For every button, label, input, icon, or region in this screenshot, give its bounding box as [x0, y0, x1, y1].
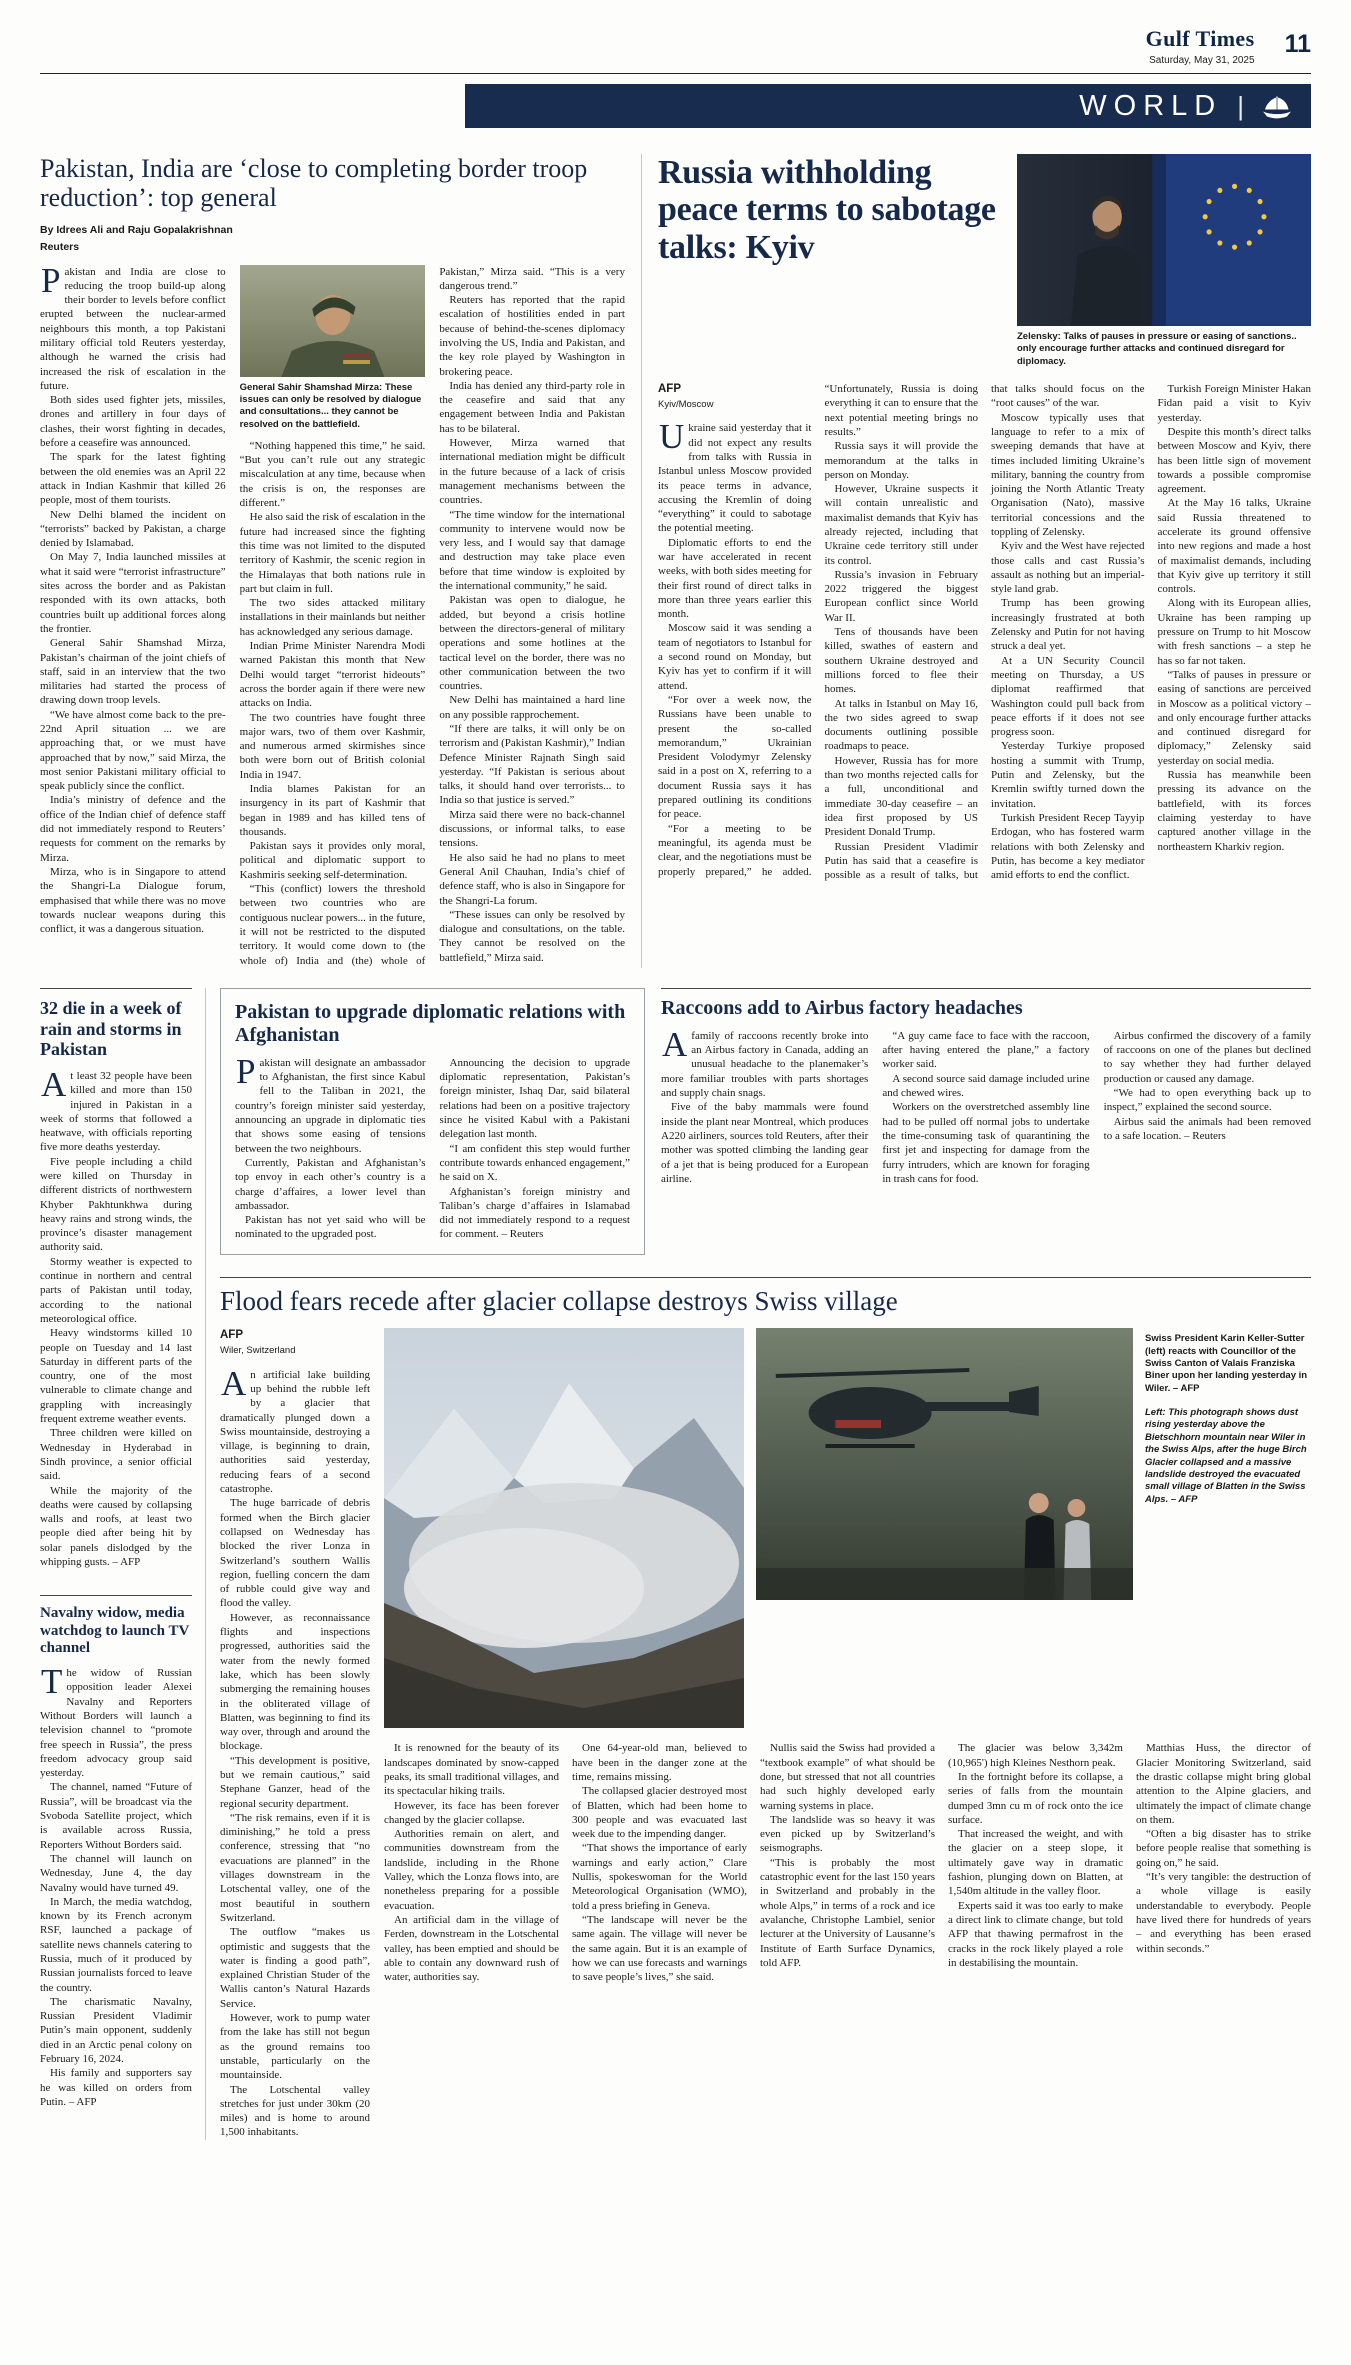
body-paragraph: Both sides used fighter jets, missiles, drones and artillery in four days of clashes, their worst fighting in decades, before a ceasefire was announced.: [40, 394, 226, 450]
body-paragraph: New Delhi has maintained a hard line on any possible rapprochement.: [439, 694, 625, 721]
article-headline: Raccoons add to Airbus factory headaches: [661, 996, 1023, 1019]
body-paragraph: His family and supporters say he was killed on orders from Putin. – AFP: [40, 2067, 192, 2108]
article-headline: Flood fears recede after glacier collapse destroys Swiss village: [220, 1285, 898, 1316]
body-paragraph: At a UN Security Council meeting on Thursday, a US diplomat reaffirmed that Washington could pull back from peace efforts if it does not see progress soon.: [991, 654, 1145, 739]
masthead: [40, 26, 1311, 74]
body-paragraph: In the fortnight before its collapse, a series of falls from the mountain dumped 3mn cu m of rock onto the ice surface.: [948, 1771, 1123, 1826]
body-paragraph: The Lotschental valley stretches for just under 30km (20 miles) and is home to around 1,500 inhabitants.: [220, 2083, 370, 2139]
agency-name: AFP: [658, 383, 681, 396]
body-paragraph: Matthias Huss, the director of Glacier Monitoring Switzerland, said the drastic collapse might bring global attention to the Alpine glaciers, and ultimately the impact of climate change on them.: [1136, 1742, 1311, 1826]
body-paragraph: However, Ukraine suspects it will contain unrealistic and maximalist demands that Kyiv has already rejected, including that Ukraine cede territory still under its control.: [824, 483, 978, 567]
byline-agency: Reuters: [40, 240, 80, 253]
left-rail: [40, 988, 206, 2140]
body-paragraphs: [235, 1051, 630, 1242]
body-paragraphs: [40, 260, 226, 937]
body-paragraph: “Talks of pauses in pressure or easing of sanctions are perceived in Moscow as a political victory – and only encourage further attacks and continued disregard for diplomacy,” Zelensky said yesterday on social media.: [1157, 668, 1311, 767]
article-body: [40, 1064, 192, 1569]
body-paragraph: “This (conflict) lowers the threshold between two countries who are contiguous nuclear powers... in the future, it will not be restricted to the disputed territory. It would come down to (the whole of) India and (the) whole of Pakistan,” Mirza said. “This is a very dangerous trend.”: [239, 265, 625, 967]
byline: [40, 224, 240, 254]
body-paragraph: Ukraine said yesterday that it did not expect any results from talks with Russia in Istanbul unless Moscow provided its peace terms in advance, accusing the Kremlin of doing “everything” it could to sabotage the potential meeting.: [658, 417, 812, 535]
body-paragraph: India blames Pakistan for an insurgency in its part of Kashmir that began in 1989 and has killed tens of thousands.: [239, 783, 426, 838]
page-content: [40, 128, 1311, 2140]
body-paragraph: However, as reconnaissance flights and inspections progressed, authorities said the water from the newly formed lake, which has been slowly submerging the remaining houses in the obliterated village of Blatten, was beginning to find its way over, through and around the blockage.: [220, 1611, 370, 1753]
byline-authors: By Idrees Ali and Raju Gopalakrishnan: [40, 224, 233, 237]
article-body: [40, 1662, 192, 2109]
body-paragraph: Moscow typically uses that language to refer to a mix of sweeping demands that have at times included limiting Ukraine’s military, banning the country from joining the North Atlantic Treaty Organisation (Nato), massive territorial concessions and the toppling of Zelensky.: [991, 411, 1145, 538]
body-paragraph: Pakistan says it provides only moral, political and diplomatic support to Kashmiris seeking self-determination.: [239, 840, 426, 881]
body-paragraph: Experts said it was too early to make a direct link to climate change, but told AFP that thawing permafrost in the cracks in the rock likely played a role in destabilising the mountain.: [948, 1899, 1123, 1969]
article-headline: 32 die in a week of rain and storms in Pakistan: [40, 997, 182, 1060]
body-paragraph: Despite this month’s direct talks between Moscow and Kyiv, there has been little sign of movement towards a possible compromise agreement.: [1157, 425, 1311, 496]
body-paragraph: “Nothing happened this time,” he said. “But you can’t rule out any strategic miscalculation at any time, because when the crisis is on, the responses are different.”: [239, 439, 426, 510]
body-paragraph: Mirza, who is in Singapore to attend the Shangri-La Dialogue forum, emphasised that while there was no move towards nuclear weapons during this conflict, it was a dangerous situation.: [40, 865, 226, 936]
article-headline: Pakistan to upgrade diplomatic relations with Afghanistan: [235, 1000, 626, 1046]
article-headline: Navalny widow, media watchdog to launch TV channel: [40, 1605, 190, 1656]
dateline: Kyiv/Moscow: [658, 398, 714, 410]
body-paragraph: Reuters has reported that the rapid escalation of hostilities ended in part because of behind-the-scenes diplomacy involving the US, India and Pakistan, and the key role played by Washington in brokering peace.: [439, 294, 625, 378]
body-paragraph: New Delhi blamed the incident on “terrorists” backed by Pakistan, a charge denied by Islamabad.: [40, 508, 226, 550]
body-paragraph: Pakistan and India are close to reducing the troop build-up along their border to levels before conflict erupted between the nuclear-armed neighbours this month, a top Pakistani military official told Reuters yesterday, although he warned the crisis had increased the risk of escalation in the future.: [40, 260, 226, 392]
glacier-layout: [220, 1328, 1311, 2139]
body-paragraph: Pakistan was open to dialogue, he added, but beyond a crisis hotline between the directors-general of military operations and some hotlines at the tactical level on the border, there was no other communication between the two countries.: [439, 594, 625, 693]
body-paragraph: “These issues can only be resolved by dialogue and consultations, on the table. They cannot be resolved on the battlefield,” Mirza said.: [439, 908, 625, 964]
body-paragraph: “This is probably the most catastrophic event for the last 150 years in Switzerland and probably in the whole Alps,” in terms of a rock and ice avalanche, Christophe Lambiel, senior lecturer at the University of Lausanne’s Institute of Earth Surface Dynamics, told AFP.: [760, 1856, 935, 1969]
zelensky-photo-figure: [1017, 154, 1311, 368]
glacier-right: [384, 1328, 1311, 2139]
body-paragraph: At the May 16 talks, Ukraine said Russia threatened to accelerate its ground offensive into new regions and made a host of maximalist demands, including that Kyiv give up territory it still controls.: [1157, 497, 1311, 596]
body-paragraphs: [40, 1064, 192, 1569]
body-paragraph: Tens of thousands have been killed, swathes of eastern and southern Ukraine destroyed and millions forced to flee their homes.: [824, 626, 978, 696]
body-paragraph: Russia has meanwhile been pressing its advance on the battlefield, with its forces claiming yesterday to have captured another village in the northeastern Kharkiv region.: [1157, 769, 1311, 853]
body-paragraph: Authorities remain on alert, and communities downstream from the landslide, including in the Rhone Valley, which the Lonza flows into, are nonetheless preparing for a possible evacuation.: [384, 1828, 559, 1912]
body-paragraph: Turkish President Recep Tayyip Erdogan, who has fostered warm relations with both Zelensky and Putin, has become a key mediator amid efforts to end the conflict.: [991, 811, 1145, 882]
body-paragraph: Heavy windstorms killed 10 people on Tuesday and 14 last Saturday in different parts of the country, one of the most vulnerable to climate change and grappling with increasingly frequent extreme weather events.: [40, 1327, 192, 1426]
banner-separator: |: [1237, 90, 1244, 121]
agency-tag: [220, 1328, 370, 1357]
body-paragraph: The charismatic Navalny, Russian President Vladimir Putin’s main opponent, suddenly died in an Arctic penal colony on February 16, 2024.: [40, 1995, 192, 2066]
article-body: [235, 1051, 630, 1242]
body-paragraph: One 64-year-old man, believed to have been in the danger zone at the time, remains missing.: [572, 1742, 747, 1783]
body-paragraph: “It’s very tangible: the destruction of a whole village is easily understandable to everybody. People have lived there for hundreds of years – and everything has been erased within seconds.”: [1136, 1871, 1311, 1955]
body-paragraph: An artificial dam in the village of Ferden, downstream in the Lotschental valley, has been emptied and should be able to contain any downward rush of water, authorities say.: [384, 1913, 559, 1984]
body-paragraph: An artificial lake building up behind the rubble left by a glacier that dramatically plunged down a Swiss mountainside, destroying a village, is beginning to drain, authorities said yesterday, reducing fears of a second catastrophe.: [220, 1363, 370, 1496]
body-paragraph: Diplomatic efforts to end the war have accelerated in recent weeks, with both sides meeting for their first round of direct talks in more than three years earlier this month.: [658, 536, 812, 621]
body-paragraph: The channel, named “Future of Russia”, will be broadcast via the Svoboda Satellite project, which is available across Russia, Reporters Without Borders said.: [40, 1781, 192, 1851]
body-paragraphs: [220, 1363, 370, 2140]
mirza-photo: [240, 265, 426, 377]
body-paragraph: Yesterday Turkiye proposed hosting a summit with Trump, Putin and Zelensky, but the Kremlin swiftly turned down the invitation.: [991, 740, 1145, 810]
body-paragraph: “That shows the importance of early warnings and early action,” Clare Nullis, spokeswoman for the World Meteorological Organisation (WMO), told a press briefing in Geneva.: [572, 1842, 747, 1912]
body-paragraph: India’s ministry of defence and the office of the Indian chief of defence staff did not immediately respond to Reuters’ requests for comment on the remarks by Mirza.: [40, 794, 226, 864]
article-headline: Pakistan, India are ‘close to completing border troop reduction’: top general: [40, 154, 588, 213]
body-paragraph: Five of the baby mammals were found inside the plant near Montreal, which produces A220 airliners, sources told Reuters, after their mother was spotted climbing the landing gear of a jet that is being produced for a European airline.: [661, 1101, 869, 1185]
body-paragraph: “For a meeting to be meaningful, its agenda must be clear, and the negotiations must be properly prepared,” he added. “Unfortunately, Russia is doing everything it can to ensure that the next potential meeting brings no results.”: [658, 383, 978, 878]
mirza-photo-figure: [240, 265, 426, 431]
body-paragraph: Kyiv and the West have rejected those calls and cast Russia’s assault as nothing but an imperial-style land grab.: [991, 540, 1145, 596]
body-paragraph: Currently, Pakistan and Afghanistan’s top envoy in each other’s country is a charge d’affaires, a lower level than ambassador.: [235, 1156, 426, 1212]
body-paragraph: Russia’s invasion in February 2022 triggered the biggest European conflict since World War II.: [824, 568, 978, 624]
body-paragraph: The channel will launch on Wednesday, June 4, the day Navalny would have turned 49.: [40, 1852, 192, 1894]
article-russia-ukraine: [658, 154, 1311, 968]
body-paragraph: “This development is positive, but we remain cautious,” said Stephane Ganzer, head of the regional security department.: [220, 1754, 370, 1810]
body-paragraphs: [384, 1741, 1311, 1984]
body-paragraph: Airbus said the animals had been removed to a safe location. – Reuters: [1103, 1115, 1311, 1142]
photo-caption: General Sahir Shamshad Mirza: These issues can only be resolved by dialogue and consultations... they cannot be resolved on the battlefield.: [239, 381, 422, 430]
body-paragraph: “Often a big disaster has to strike before people realise that something is going on,” he said.: [1136, 1828, 1311, 1869]
body-paragraph: However, work to pump water from the lake has still not begun as the ground remains too unstable, particularly on the mountainside.: [220, 2012, 370, 2082]
body-paragraph: Three children were killed on Wednesday in Hyderabad in Sindh province, a senior official said.: [40, 1427, 192, 1483]
body-paragraph: On May 7, India launched missiles at what it said were “terrorist infrastructure” sites across the border and as Pakistan responded with its own attacks, both countries built up additional forces along the frontier.: [40, 551, 226, 635]
dateline: Wiler, Switzerland: [220, 1345, 296, 1357]
article-raccoons-airbus: [661, 988, 1311, 1255]
body-paragraph: India has denied any third-party role in the ceasefire and said that any engagement between India and Pakistan has to be bilateral.: [439, 379, 625, 435]
body-paragraph: However, its face has been forever changed by the glacier collapse.: [384, 1799, 559, 1826]
agency-name: AFP: [220, 1329, 243, 1342]
body-paragraph: Afamily of raccoons recently broke into an Airbus factory in Canada, adding an unusual headache to the planemaker’s more familiar troubles with parts shortages and supply chain snags.: [661, 1024, 869, 1100]
body-paragraph: A second source said damage included urine and chewed wires.: [882, 1072, 1090, 1100]
body-paragraph: “The risk remains, even if it is diminishing,” he told a press conference, stressing that “no evacuations are planned” in the villages downstream in the Lotschental valley, one of the most beautiful in southern Switzerland.: [220, 1811, 370, 1924]
body-paragraph: The collapsed glacier destroyed most of Blatten, which had been home to 300 people and was evacuated last week due to the impending danger.: [572, 1785, 747, 1841]
body-paragraph: Nullis said the Swiss had provided a “textbook example” of what should be done, but stressed that not all countries had such highly developed early warning systems in place.: [760, 1742, 935, 1812]
body-paragraph: Indian Prime Minister Narendra Modi warned Pakistan this month that New Delhi would target “terrorist hideouts” across the border again if there were new attacks on India.: [239, 640, 426, 710]
body-paragraph: The outflow “makes us optimistic and suggests that the water is finding a good path”, explained Christian Studer of the Wallis canton’s Natural Hazards Service.: [220, 1926, 370, 2010]
mid-row: [220, 988, 1311, 1255]
body-paragraphs: [661, 1024, 1311, 1186]
photo-caption: Left: This photograph shows dust rising yesterday above the Bietschhorn mountain near Wiler in the Swiss Alps, after the huge Birch Glacier collapsed and a massive landslide destroyed the evacuated small village of Blatten in the Swiss Alps. – AFP: [1145, 1407, 1307, 1505]
body-paragraph: It is renowned for the beauty of its landscapes dominated by snow-capped peaks, its small traditional villages, and its spectacular hiking trails.: [384, 1742, 559, 1798]
body-paragraph: Announcing the decision to upgrade diplomatic representation, Pakistan’s foreign minister, Ishaq Dar, said bilateral relations had been on a positive trajectory since he visited Kabul with a Pakistani delegation last month.: [439, 1056, 630, 1141]
body-paragraph: Along with its European allies, Ukraine has been ramping up pressure on Trump to hit Moscow with fresh sanctions – a step he has so far not taken.: [1157, 597, 1311, 667]
body-paragraph: At talks in Istanbul on May 16, the two sides agreed to swap documents outlining possible roadmaps to peace.: [824, 697, 978, 753]
paper-name: Gulf Times: [1145, 26, 1255, 51]
body-paragraph: In March, the media watchdog, known by its French acronym RSF, launched a package of satellite news channels catering to Russia, much of it produced by Russian journalists forced to leave the country.: [40, 1895, 192, 1994]
body-paragraph: Russia says it will provide the memorandum at the talks in person on Monday.: [824, 440, 978, 481]
body-paragraph: The landslide was so heavy it was even picked up by Switzerland’s seismographs.: [760, 1813, 935, 1855]
lower-main: [220, 988, 1311, 2140]
body-paragraph: “I am confident this step would further contribute towards enhanced engagement,” he said on X.: [439, 1142, 630, 1184]
article-pakistan-storms: [40, 988, 192, 1569]
photo-caption: Zelensky: Talks of pauses in pressure or easing of sanctions.. only encourage further attacks and continued disregard for diplomacy.: [1017, 331, 1297, 367]
body-paragraph: He also said he had no plans to meet General Anil Chauhan, India’s chief of defence staff, who is also in Singapore for the Shangri-La forum.: [439, 851, 625, 907]
article-body: [658, 382, 1311, 882]
paper-brand: [1146, 26, 1255, 66]
body-paragraphs: [658, 382, 1311, 882]
zelensky-photo: [1017, 154, 1311, 326]
section-banner: [465, 84, 1311, 128]
body-paragraphs: [40, 1662, 192, 2109]
article-pakistan-india: [40, 154, 625, 968]
body-paragraph: Five people including a child were killed on Thursday in different districts of northwestern Khyber Pakhtunkhwa during heavy rains and strong winds, the province’s disaster management authority said.: [40, 1155, 192, 1254]
body-paragraph: “The time window for the international community to intervene would now be very less, and I would say that damage and destruction may take place even before that time window is exploited by the international community,” he said.: [439, 508, 625, 593]
mountain-photo: [384, 1328, 744, 1728]
article-headline: Russia withholding peace terms to sabotage talks: Kyiv: [658, 154, 996, 266]
body-paragraph: Russian President Vladimir Putin has said that a ceasefire is possible as a result of talks, but that talks should focus on the “root causes” of the war.: [824, 383, 1145, 882]
top-row: [40, 128, 1311, 968]
section-title: WORLD: [1079, 89, 1223, 122]
body-paragraph: “If there are talks, it will only be on terrorism and (Pakistan Kashmir),” Indian Defence Minister Rajnath Singh said yesterday. “If Pakistan is serious about talks, it should hand over terrorists... to India so that justice is served.”: [439, 723, 625, 807]
article-lead-column: [220, 1328, 370, 2139]
article-body: [384, 1741, 1311, 1984]
article-body: [661, 1024, 1311, 1186]
body-paragraph: However, Mirza warned that international mediation might be difficult in the future because of a lack of crisis management mechanisms between the countries.: [439, 437, 625, 507]
body-paragraph: Turkish Foreign Minister Hakan Fidan paid a visit to Kyiv yesterday.: [1157, 383, 1311, 424]
body-paragraph: Trump has been growing increasingly frustrated at both Zelensky and Putin for not having struck a deal yet.: [991, 597, 1145, 653]
body-paragraph: “We have almost come back to the pre-22nd April situation ... we are approaching that, or we must have approached that by now,” said Mirza, the most senior Pakistani military official to speak publicly since the conflict.: [40, 708, 226, 793]
body-paragraph: The glacier was below 3,342m (10,965') high Kleines Nesthorn peak.: [948, 1742, 1123, 1769]
body-paragraph: General Sahir Shamshad Mirza, Pakistan’s chairman of the joint chiefs of staff, said in an interview that the two militaries had started the process of drawing down troop levels.: [40, 637, 226, 707]
agency-tag: [658, 382, 812, 411]
article-navalny-channel: [40, 1595, 192, 2109]
article-body: [40, 260, 625, 968]
body-paragraph: The huge barricade of debris formed when the Birch glacier collapsed on Wednesday has blocked the river Lonza in Switzerland’s southern Wallis region, fuelling concern the dam of rubble could give way and flood the valley.: [220, 1497, 370, 1610]
body-paragraph: Pakistan will designate an ambassador to Afghanistan, the first since Kabul fell to the Taliban in 2021, the country’s foreign minister said yesterday, announcing an upgrade in diplomatic ties that shows some easing of tensions between the two neighbours.: [235, 1051, 426, 1155]
body-paragraph: Workers on the overstretched assembly line had to be pulled off normal jobs to undertake the time-consuming task of quarantining the first jet and inspecting for damage from the furry intruders, which are known for foraging in trash cans for food.: [882, 1101, 1090, 1185]
helicopter-photo: [756, 1328, 1133, 1600]
body-paragraph: Airbus confirmed the discovery of a family of raccoons on one of the planes but declined to say whether they had further delayed production or caused any damage.: [1103, 1029, 1311, 1085]
photo-captions: [1145, 1328, 1311, 1505]
body-paragraph: “A guy came face to face with the raccoon, after having entered the plane,” a factory worker said.: [882, 1029, 1090, 1071]
body-paragraph: “We had to open everything back up to inspect,” explained the second source.: [1103, 1087, 1311, 1114]
body-paragraph: “For over a week now, the Russians have been unable to present the so-called memorandum,” Ukrainian President Volodymyr Zelensky said in a post on X, referring to a document Russia says it has prepared outlining its conditions for peace.: [658, 693, 812, 821]
body-paragraph: At least 32 people have been killed and more than 150 injured in Pakistan in a week of storms that followed a heatwave, with officials reporting five more deaths yesterday.: [40, 1064, 192, 1154]
body-paragraph: Stormy weather is expected to continue in northern and central parts of Pakistan until today, according to the national meteorological office.: [40, 1255, 192, 1325]
issue-date: Saturday, May 31, 2025: [1149, 55, 1255, 66]
body-paragraph: While the majority of the deaths were caused by collapsing walls and roofs, at least two people died after being hit by solar panels dislodged by the whipping gusts. – AFP: [40, 1484, 192, 1569]
article-header: [658, 154, 1311, 368]
body-paragraph: However, Russia has for more than two months rejected calls for a full, unconditional and immediate 30-day ceasefire – an idea first proposed by US President Donald Trump.: [824, 754, 978, 839]
column-divider: [641, 154, 642, 968]
body-paragraph: He also said the risk of escalation in the future had increased since the fighting this time was not limited to the disputed territory of Kashmir, the scenic region in the Himalayas that both nations rule in part but claim in full.: [239, 511, 426, 595]
page-number: 11: [1284, 30, 1311, 58]
photo-row: [384, 1328, 1311, 1728]
body-paragraph: The spark for the latest fighting between the old enemies was an April 22 attack in Indian Kashmir that killed 26 people, most of them tourists.: [40, 451, 226, 507]
dhow-icon: [1259, 93, 1295, 120]
photo-caption: Swiss President Karin Keller-Sutter (left) reacts with Councillor of the Swiss Canton of Valais Franziska Biner upon her landing yesterday in Wiler. – AFP: [1145, 1333, 1308, 1394]
body-paragraph: “The landscape will never be the same again. The village will never be the same again. But it is an example of how we can use forecasts and warnings to save people’s lives,” she said.: [572, 1913, 747, 1984]
article-afghanistan-ties: [220, 988, 645, 1255]
article-swiss-glacier: [220, 1277, 1311, 2140]
body-paragraph: The two sides attacked military installations in their mainlands but neither has acknowledged any serious damage.: [239, 597, 426, 638]
body-paragraph: That increased the weight, and with the glacier on a steep slope, it ultimately gave way in dramatic fashion, plunging down on Blatten, at 1,540m altitude in the valley floor.: [948, 1828, 1123, 1898]
body-paragraph: Mirza said there were no back-channel discussions, or informal talks, to ease tensions.: [439, 808, 625, 850]
body-paragraph: Moscow said it was sending a team of negotiators to Istanbul for a second round on Monday, but Kyiv has yet to confirm if it will attend.: [658, 622, 812, 692]
body-paragraph: Pakistan has not yet said who will be nominated to the upgraded post.: [235, 1214, 426, 1241]
body-paragraph: The widow of Russian opposition leader Alexei Navalny and Reporters Without Borders will launch a television channel to “promote free speech in Russia”, the press freedom advocacy group said yesterday.: [40, 1662, 192, 1780]
body-paragraph: The two countries have fought three major wars, two of them over Kashmir, and numerous armed skirmishes since both were born out of British colonial India in 1947.: [239, 711, 426, 781]
lower-section: [40, 968, 1311, 2140]
body-paragraph: Afghanistan’s foreign ministry and Taliban’s charge d’affaires in Islamabad did not immediately respond to a request for comment. – Reuters: [439, 1185, 630, 1241]
